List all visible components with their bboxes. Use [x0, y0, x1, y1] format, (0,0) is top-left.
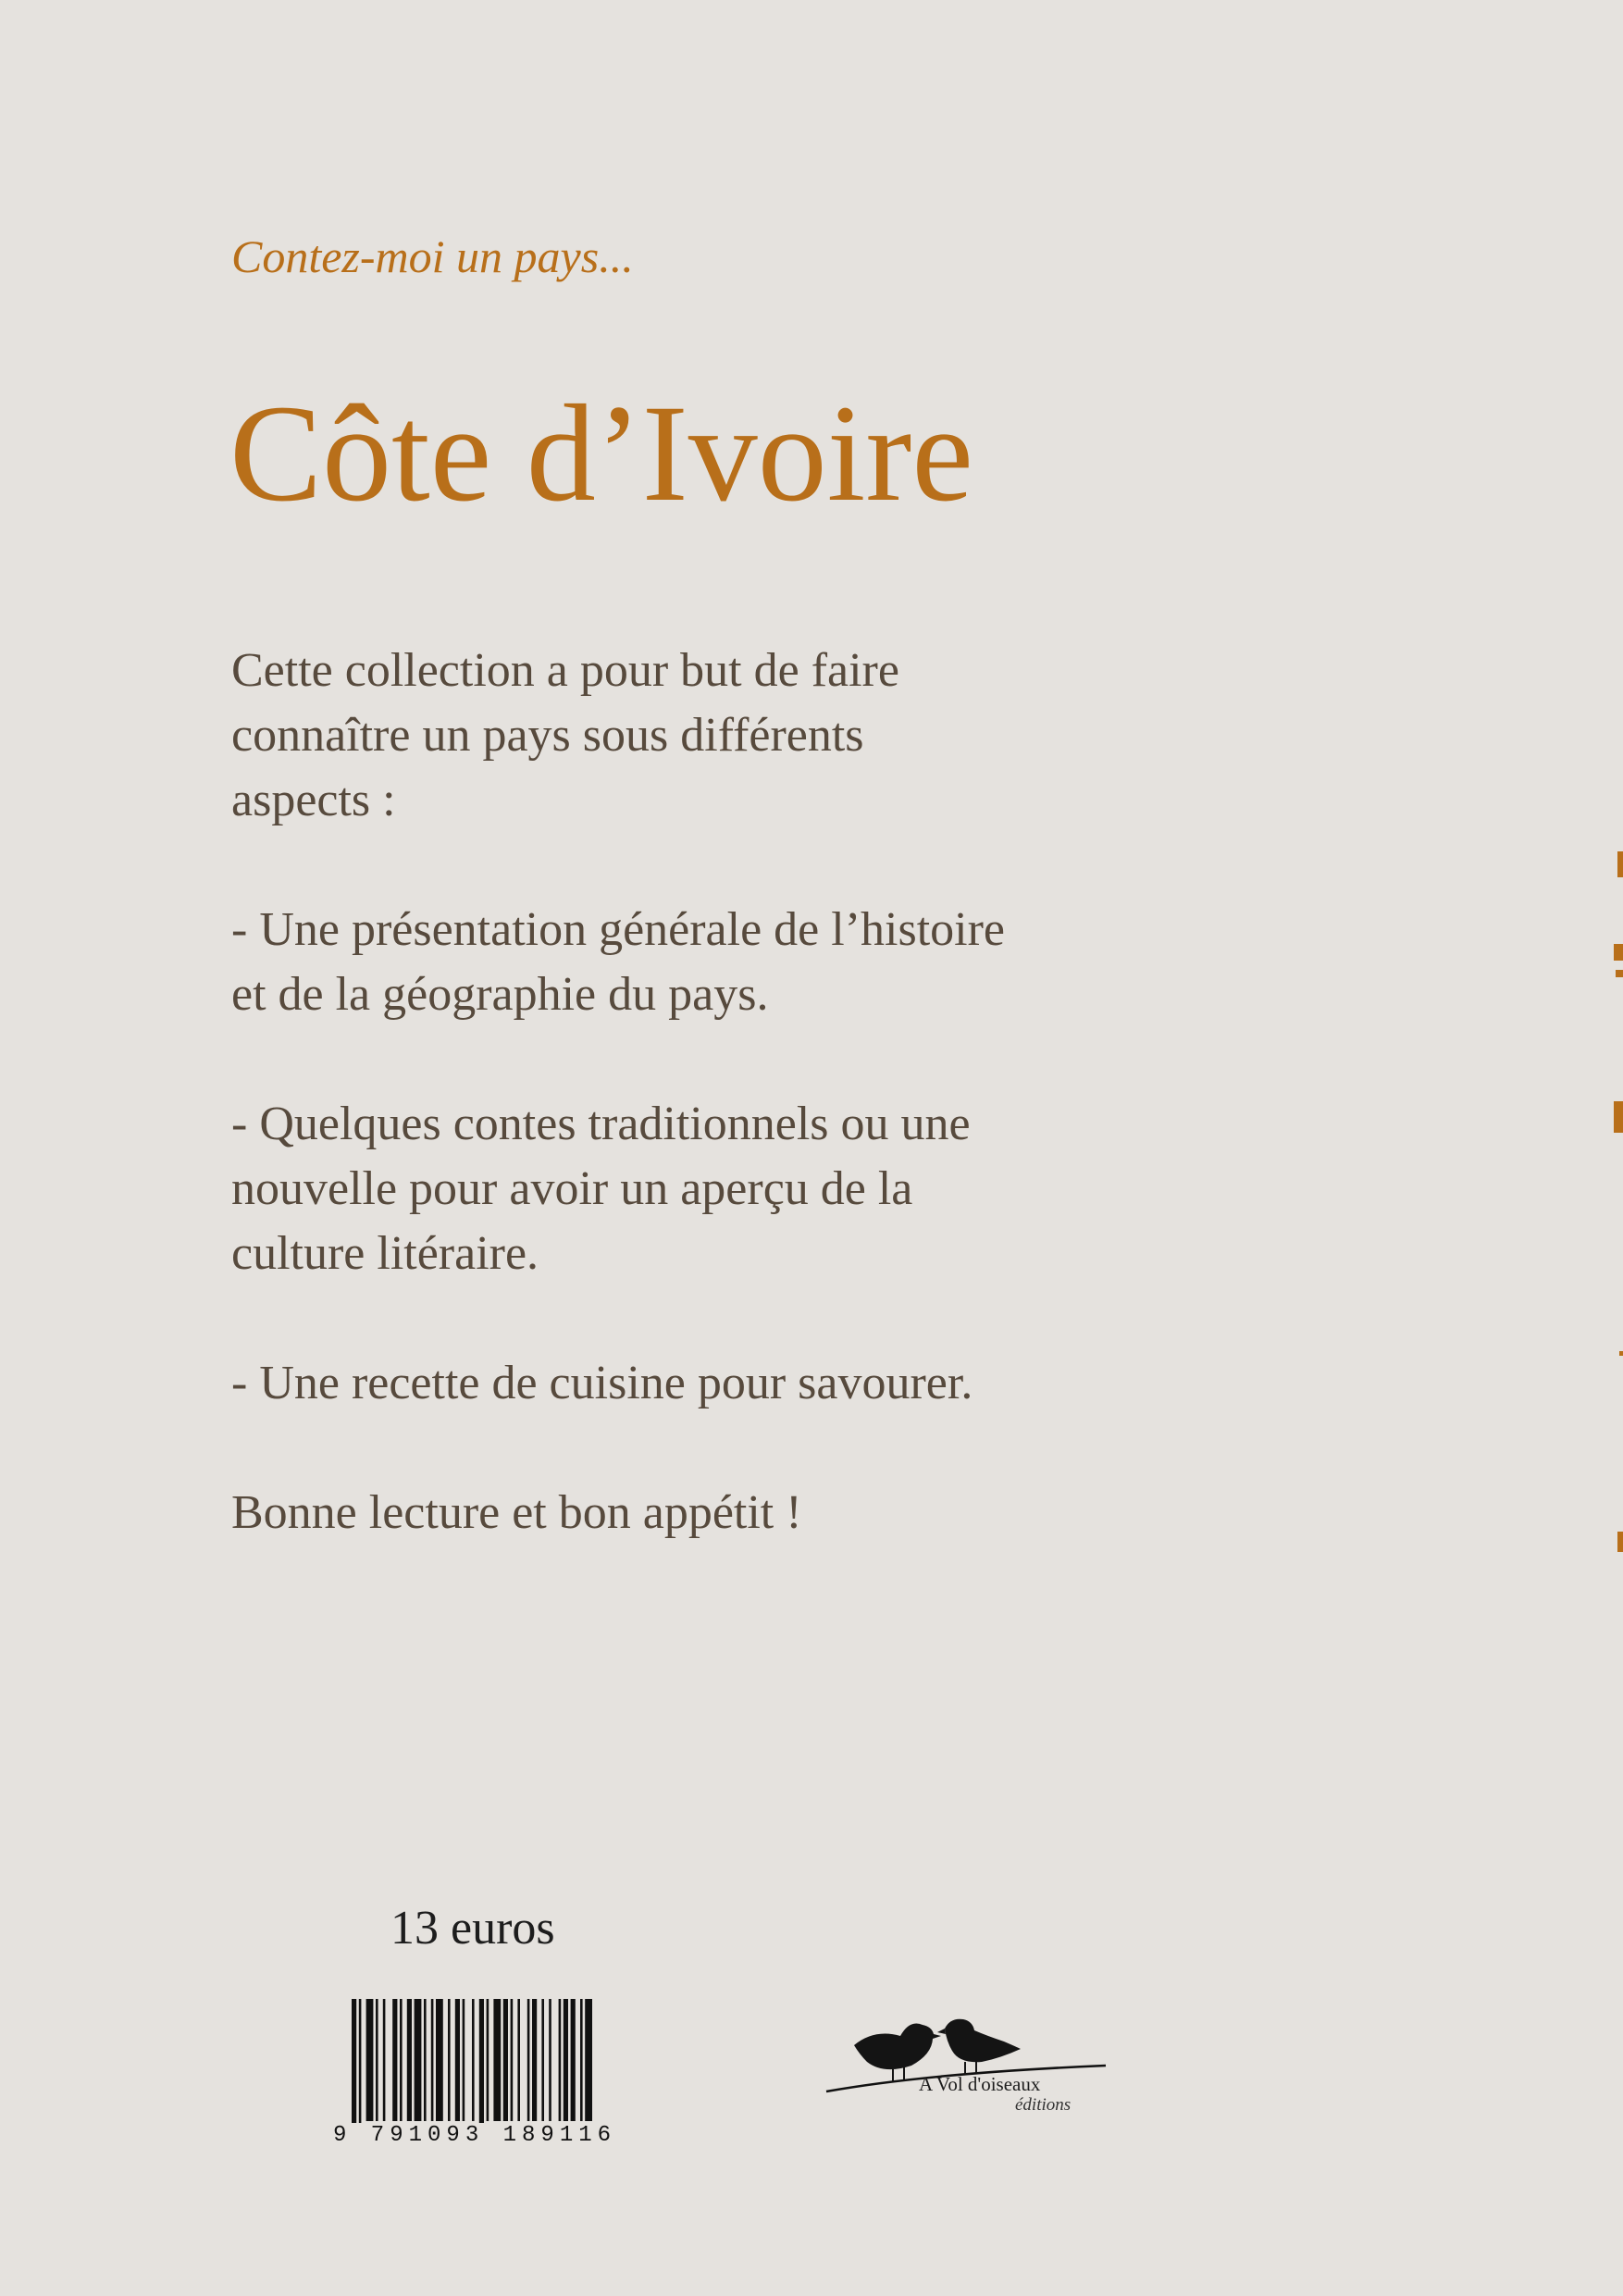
- price-label: 13 euros: [390, 1902, 555, 1955]
- description-paragraph: - Une présentation générale de l’histoire et de la géographie du pays.: [231, 903, 1005, 1021]
- publisher-logo: [819, 1990, 1115, 2119]
- series-title: Contez-moi un pays...: [231, 230, 634, 282]
- description-paragraph: - Une recette de cuisine pour savourer.: [231, 1357, 973, 1409]
- description: [231, 639, 1157, 1610]
- description-paragraph: Bonne lecture et bon appétit !: [231, 1486, 802, 1539]
- isbn-digits: 9 791093 189116: [333, 2123, 617, 2148]
- description-paragraph: - Quelques contes traditionnels ou une nouvelle pour avoir un aperçu de la culture litéraire.: [231, 1098, 971, 1280]
- publisher-subtitle: éditions: [1015, 2095, 1072, 2115]
- book-title: Côte d’Ivoire: [229, 377, 973, 530]
- description-paragraph: Cette collection a pour but de faire connaître un pays sous différents aspects :: [231, 644, 899, 826]
- barcode: [333, 1999, 617, 2148]
- spine-edge-marks: [1601, 851, 1623, 1555]
- publisher-name: A Vol d'oiseaux: [919, 2073, 1041, 2095]
